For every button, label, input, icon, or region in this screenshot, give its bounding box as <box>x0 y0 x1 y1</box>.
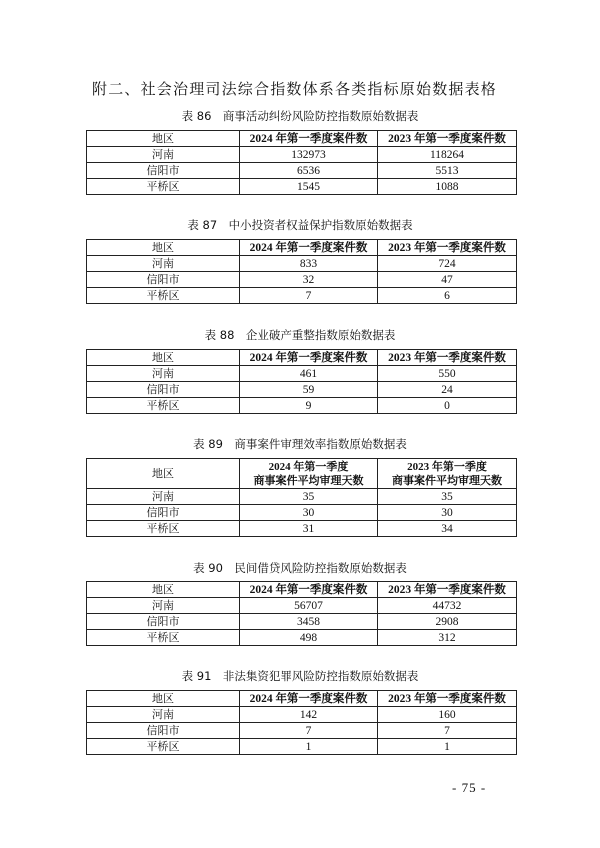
value-2024-cell: 7 <box>240 723 378 739</box>
table-row <box>87 505 517 521</box>
col-2023-header <box>378 459 517 489</box>
col-2023-header: 2023 年第一季度案件数 <box>378 240 517 256</box>
table-row <box>87 366 517 382</box>
region-cell: 平桥区 <box>87 398 240 414</box>
value-2023-cell: 160 <box>378 707 517 723</box>
value-2023-cell: 1 <box>378 739 517 755</box>
value-2023-cell: 724 <box>378 256 517 272</box>
table-header-row <box>87 240 517 256</box>
table-90-caption: 表 90 民间借贷风险防控指数原始数据表 <box>193 561 407 575</box>
value-2023-cell: 5513 <box>378 163 517 179</box>
region-cell: 信阳市 <box>87 382 240 398</box>
value-2024-cell: 461 <box>240 366 378 382</box>
table-row <box>87 614 517 630</box>
table-row <box>87 630 517 646</box>
region-cell: 信阳市 <box>87 723 240 739</box>
table-91 <box>86 690 517 755</box>
col-2023-header-line1: 2023 年第一季度 <box>407 460 487 473</box>
value-2023-cell: 2908 <box>378 614 517 630</box>
col-2024-header <box>240 459 378 489</box>
region-cell: 河南 <box>87 147 240 163</box>
value-2023-cell: 44732 <box>378 598 517 614</box>
table-row <box>87 163 517 179</box>
col-region-header: 地区 <box>87 131 240 147</box>
value-2023-cell: 47 <box>378 272 517 288</box>
region-cell: 信阳市 <box>87 272 240 288</box>
region-cell: 河南 <box>87 598 240 614</box>
value-2024-cell: 498 <box>240 630 378 646</box>
value-2024-cell: 833 <box>240 256 378 272</box>
table-row <box>87 723 517 739</box>
table-row <box>87 179 517 195</box>
value-2024-cell: 32 <box>240 272 378 288</box>
col-2024-header: 2024 年第一季度案件数 <box>240 582 378 598</box>
value-2023-cell: 0 <box>378 398 517 414</box>
col-region-header: 地区 <box>87 240 240 256</box>
value-2023-cell: 1088 <box>378 179 517 195</box>
table-88-caption: 表 88 企业破产重整指数原始数据表 <box>204 328 396 342</box>
value-2024-cell: 31 <box>240 521 378 537</box>
value-2024-cell: 142 <box>240 707 378 723</box>
region-cell: 河南 <box>87 366 240 382</box>
table-89-caption: 表 89 商事案件审理效率指数原始数据表 <box>193 437 407 451</box>
table-90 <box>86 581 517 646</box>
value-2023-cell: 30 <box>378 505 517 521</box>
value-2023-cell: 550 <box>378 366 517 382</box>
value-2023-cell: 7 <box>378 723 517 739</box>
region-cell: 平桥区 <box>87 179 240 195</box>
region-cell: 河南 <box>87 489 240 505</box>
table-header-row <box>87 582 517 598</box>
col-2024-header-line1: 2024 年第一季度 <box>268 460 349 473</box>
value-2024-cell: 35 <box>240 489 378 505</box>
region-cell: 平桥区 <box>87 288 240 304</box>
value-2023-cell: 118264 <box>378 147 517 163</box>
value-2023-cell: 35 <box>378 489 517 505</box>
table-row <box>87 598 517 614</box>
col-2024-header: 2024 年第一季度案件数 <box>240 691 378 707</box>
table-header-row <box>87 131 517 147</box>
col-2023-header: 2023 年第一季度案件数 <box>378 131 517 147</box>
table-header-row <box>87 459 517 489</box>
value-2023-cell: 24 <box>378 382 517 398</box>
value-2023-cell: 34 <box>378 521 517 537</box>
table-88 <box>86 349 517 414</box>
value-2024-cell: 1545 <box>240 179 378 195</box>
region-cell: 平桥区 <box>87 630 240 646</box>
value-2023-cell: 6 <box>378 288 517 304</box>
table-row <box>87 256 517 272</box>
region-cell: 信阳市 <box>87 505 240 521</box>
table-86 <box>86 130 517 195</box>
table-89 <box>86 458 517 537</box>
region-cell: 河南 <box>87 707 240 723</box>
col-region-header: 地区 <box>87 350 240 366</box>
col-2024-header: 2024 年第一季度案件数 <box>240 240 378 256</box>
value-2024-cell: 6536 <box>240 163 378 179</box>
table-row <box>87 382 517 398</box>
region-cell: 信阳市 <box>87 614 240 630</box>
value-2024-cell: 59 <box>240 382 378 398</box>
appendix-heading: 附二、社会治理司法综合指数体系各类指标原始数据表格 <box>92 80 498 98</box>
region-cell: 平桥区 <box>87 521 240 537</box>
value-2023-cell: 312 <box>378 630 517 646</box>
table-row <box>87 272 517 288</box>
table-row <box>87 489 517 505</box>
region-cell: 平桥区 <box>87 739 240 755</box>
table-row <box>87 707 517 723</box>
col-2023-header: 2023 年第一季度案件数 <box>378 582 517 598</box>
region-cell: 信阳市 <box>87 163 240 179</box>
col-region-header: 地区 <box>87 691 240 707</box>
value-2024-cell: 7 <box>240 288 378 304</box>
col-2023-header: 2023 年第一季度案件数 <box>378 350 517 366</box>
table-header-row <box>87 350 517 366</box>
table-row <box>87 398 517 414</box>
col-2023-header-line2: 商事案件平均审理天数 <box>392 474 502 487</box>
col-2024-header: 2024 年第一季度案件数 <box>240 131 378 147</box>
col-2024-header-line2: 商事案件平均审理天数 <box>253 474 364 487</box>
table-row <box>87 739 517 755</box>
table-91-caption: 表 91 非法集资犯罪风险防控指数原始数据表 <box>181 669 419 683</box>
table-87-caption: 表 87 中小投资者权益保护指数原始数据表 <box>187 218 413 232</box>
value-2024-cell: 1 <box>240 739 378 755</box>
table-87 <box>86 239 517 304</box>
table-header-row <box>87 691 517 707</box>
col-2023-header: 2023 年第一季度案件数 <box>378 691 517 707</box>
table-row <box>87 521 517 537</box>
value-2024-cell: 3458 <box>240 614 378 630</box>
table-row <box>87 147 517 163</box>
value-2024-cell: 56707 <box>240 598 378 614</box>
region-cell: 河南 <box>87 256 240 272</box>
value-2024-cell: 132973 <box>240 147 378 163</box>
col-2024-header: 2024 年第一季度案件数 <box>240 350 378 366</box>
col-region-header: 地区 <box>87 582 240 598</box>
page-number: - 75 - <box>452 780 487 795</box>
col-region-header: 地区 <box>87 459 240 489</box>
table-86-caption: 表 86 商事活动纠纷风险防控指数原始数据表 <box>181 109 419 123</box>
value-2024-cell: 9 <box>240 398 378 414</box>
table-row <box>87 288 517 304</box>
value-2024-cell: 30 <box>240 505 378 521</box>
